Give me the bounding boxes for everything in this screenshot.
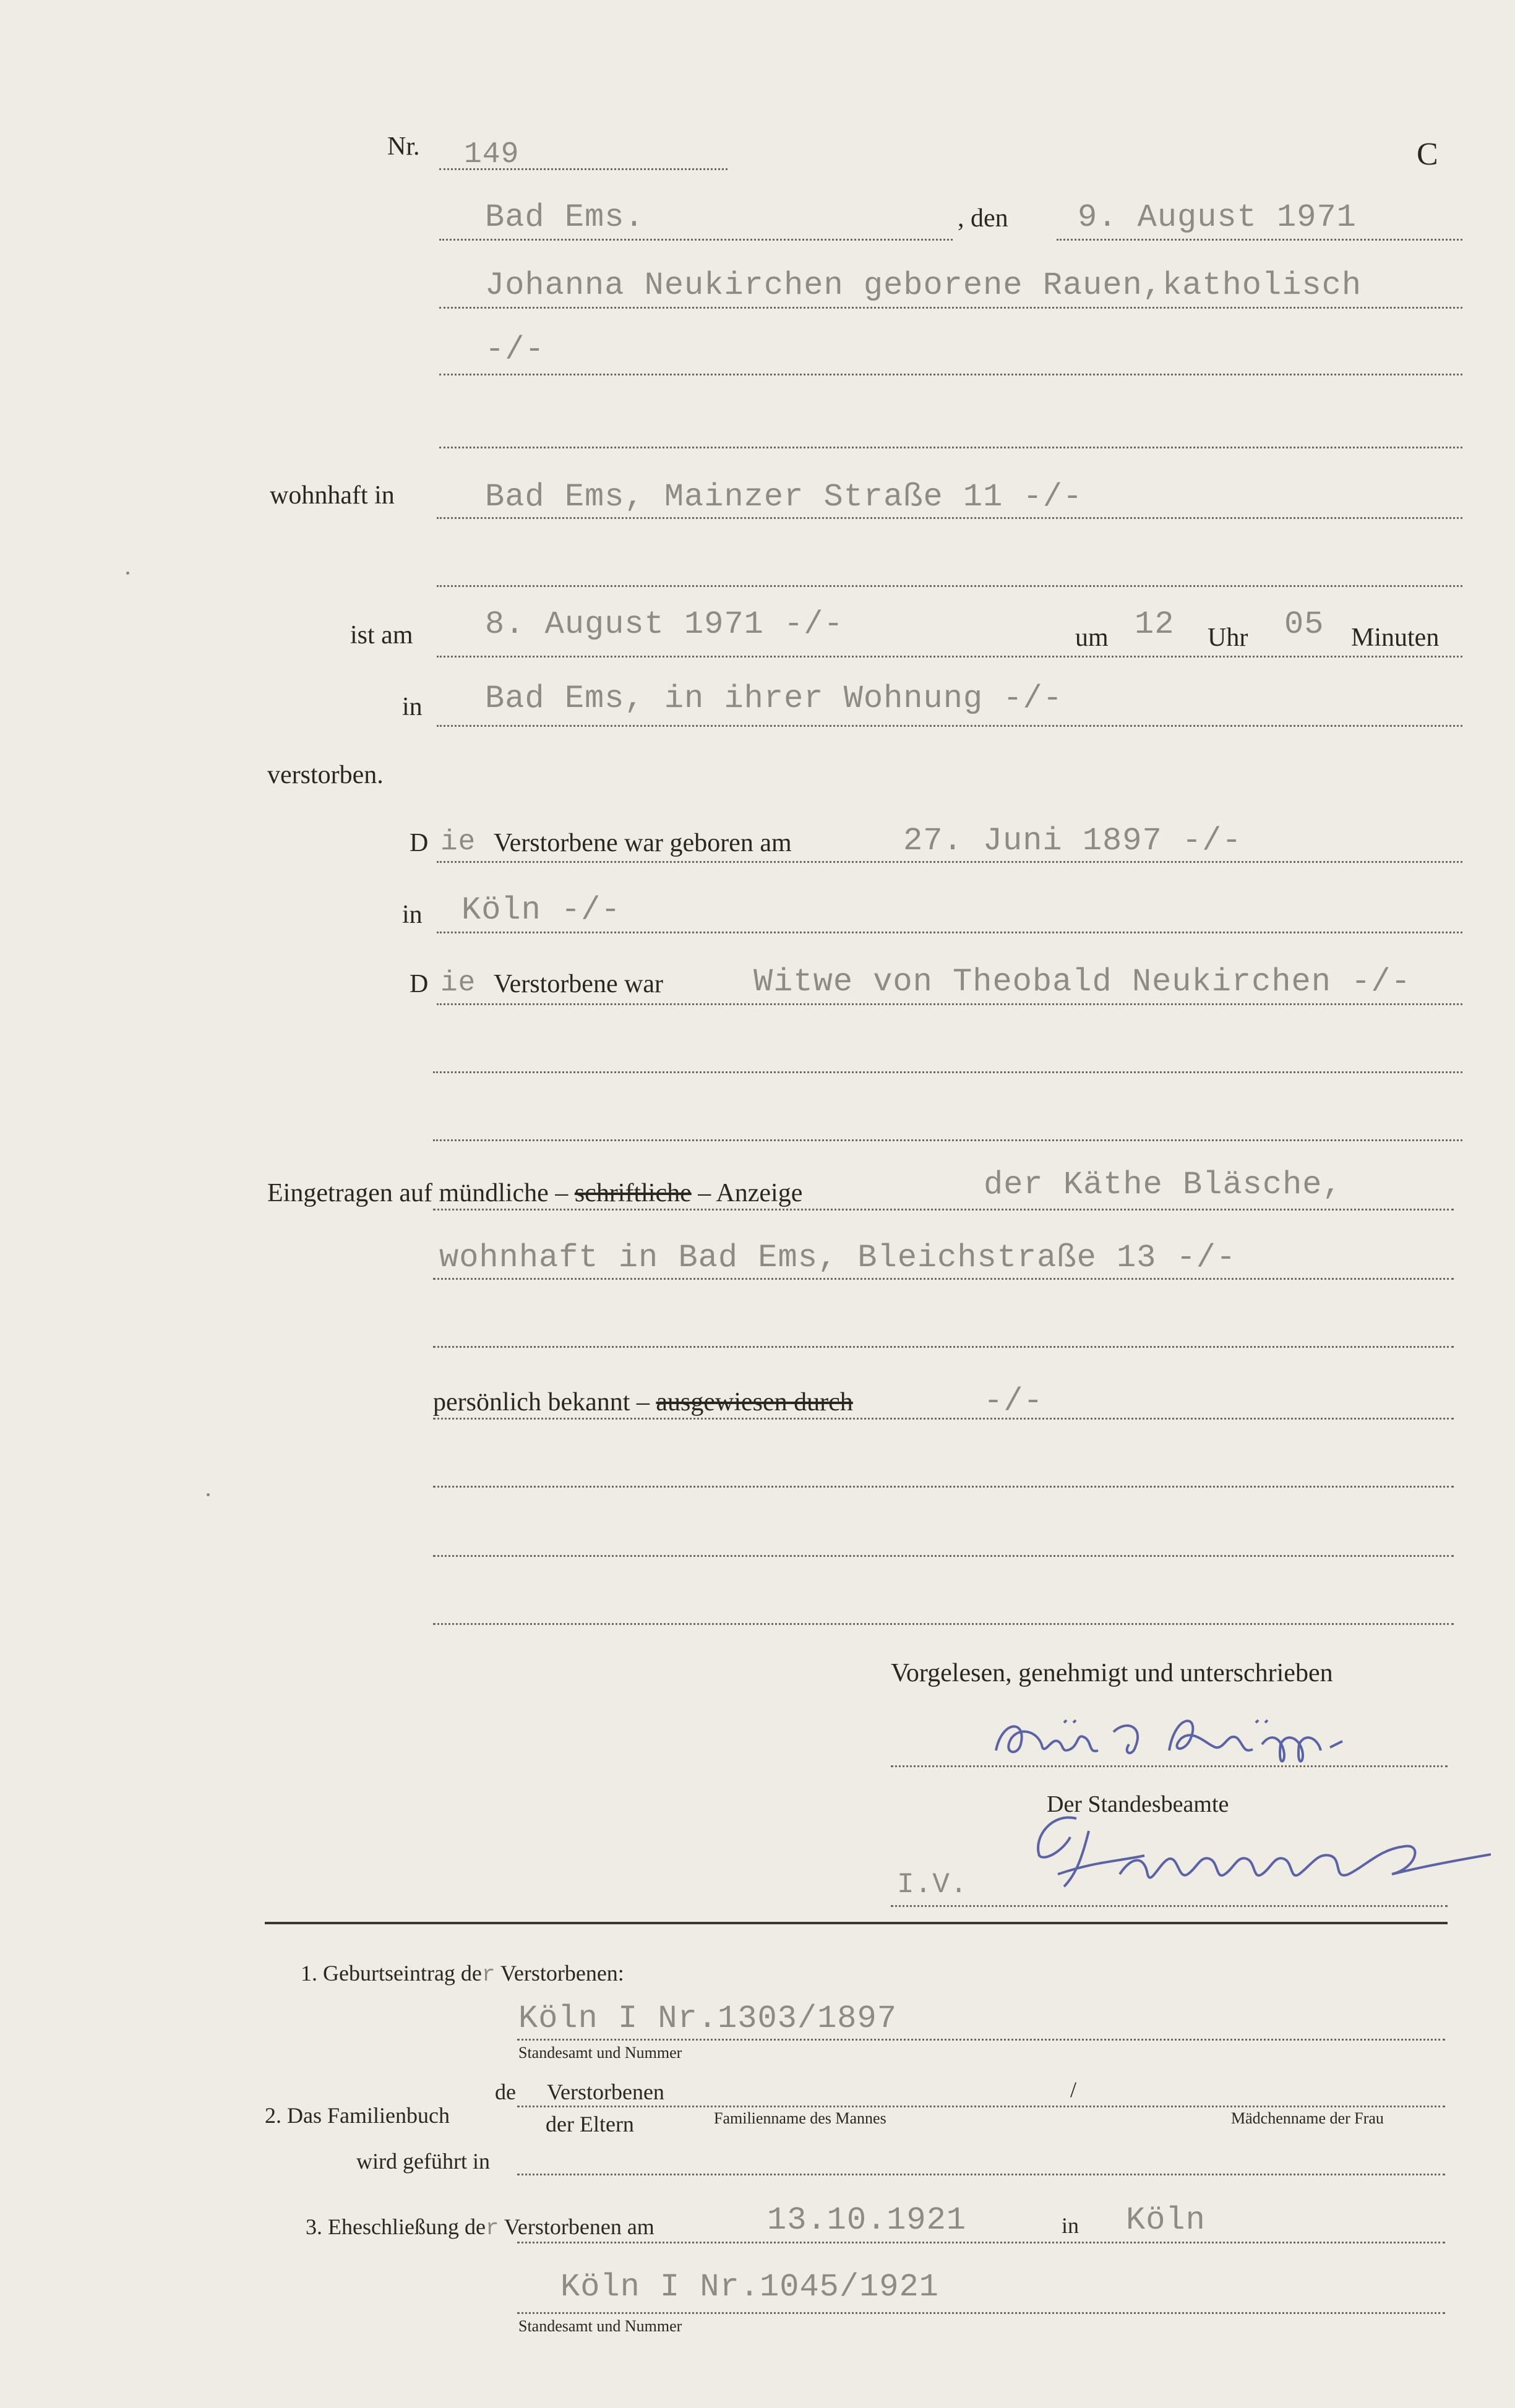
marriage-entry-caption: Standesamt und Nummer [518, 2317, 682, 2335]
verstorben-label: verstorben. [267, 761, 384, 789]
identity-line [433, 1418, 1454, 1420]
residence-label: wohnhaft in [270, 481, 395, 510]
death-place-line [437, 725, 1462, 727]
corner-letter: C [1417, 137, 1438, 172]
minuten-label: Minuten [1351, 623, 1440, 652]
death-place-label: in [402, 693, 423, 721]
identity-line-4 [433, 1623, 1454, 1625]
birth-entry-caption: Standesamt und Nummer [518, 2044, 682, 2062]
identity-line-2 [433, 1486, 1454, 1488]
paper-speck [126, 572, 129, 575]
registration-label-struck: schriftliche [574, 1179, 692, 1207]
registrar-label: Der Standesbeamte [1047, 1791, 1229, 1817]
death-date-value: 8. August 1971 -/- [485, 606, 844, 643]
family-book-caption-left: Familienname des Mannes [714, 2109, 886, 2127]
status-line-2 [433, 1071, 1462, 1073]
family-book-eltern: der Eltern [546, 2112, 634, 2136]
place-value: Bad Ems. [485, 199, 645, 236]
family-book-wird: wird geführt in [356, 2149, 490, 2174]
date-line [1057, 239, 1462, 241]
marriage-line [517, 2242, 1445, 2243]
family-book-slash: / [1070, 2077, 1077, 2102]
identity-line-3 [433, 1555, 1454, 1557]
identity-label-struck: ausgewiesen durch [656, 1388, 853, 1416]
residence-line [437, 517, 1462, 519]
name-line [439, 307, 1462, 309]
marriage-entry-line [517, 2312, 1445, 2314]
birth-place-value: Köln -/- [461, 892, 621, 928]
marriage-in: in [1062, 2213, 1079, 2238]
birth-entry-label-end: Verstorbenen: [500, 1961, 624, 1986]
iv-label: I.V. [897, 1869, 968, 1901]
birth-prefix: D [410, 829, 429, 857]
informant-signature [984, 1695, 1417, 1775]
informant-value: der Käthe Bläsche, [984, 1167, 1342, 1203]
informant-line-2 [433, 1278, 1454, 1280]
status-article: ie [440, 967, 476, 999]
identity-label-start: persönlich bekannt – [433, 1388, 650, 1416]
status-label: Verstorbene war [494, 970, 664, 998]
birth-date-line [437, 861, 1462, 863]
family-book-place-line [517, 2174, 1445, 2175]
marriage-place: Köln [1126, 2202, 1206, 2239]
status-prefix: D [410, 970, 429, 998]
identity-label [433, 1389, 853, 1415]
paper-speck [207, 1493, 210, 1496]
person-name-line2: -/- [485, 332, 545, 368]
identity-value: -/- [984, 1383, 1044, 1420]
family-book-verstorbenen: Verstorbenen [547, 2080, 664, 2104]
death-date-line [437, 656, 1462, 658]
nr-line [439, 168, 727, 170]
informant-line2-value: wohnhaft in Bad Ems, Bleichstraße 13 -/- [439, 1240, 1237, 1276]
death-hour: 12 [1135, 606, 1175, 643]
birth-entry-label-start: 1. Geburtseintrag de [301, 1961, 482, 1986]
family-book-caption-right: Mädchenname der Frau [1231, 2109, 1384, 2127]
registrar-signature [1021, 1781, 1491, 1905]
read-approved-label: Vorgelesen, genehmigt und unterschrieben [891, 1659, 1333, 1687]
family-book-label: 2. Das Familienbuch [265, 2103, 450, 2128]
date-value: 9. August 1971 [1078, 199, 1357, 236]
birth-place-label: in [402, 901, 423, 929]
place-line [439, 239, 953, 241]
den-label: , den [958, 204, 1008, 233]
birth-entry-value: Köln I Nr.1303/1897 [518, 2000, 897, 2037]
nr-value: 149 [464, 138, 520, 171]
marriage-label-start: 3. Eheschließung de [306, 2214, 486, 2239]
status-line [437, 1003, 1462, 1005]
marriage-entry-value: Köln I Nr.1045/1921 [560, 2269, 939, 2305]
registration-label [267, 1180, 802, 1206]
death-minute: 05 [1284, 606, 1324, 643]
birth-article: ie [440, 826, 476, 858]
family-book-de: de [495, 2080, 516, 2104]
name-line-3 [439, 447, 1462, 448]
death-place-value: Bad Ems, in ihrer Wohnung -/- [485, 680, 1063, 717]
section-divider [265, 1922, 1448, 1924]
informant-line [433, 1209, 1454, 1210]
registration-label-start: Eingetragen auf mündliche – [267, 1179, 569, 1207]
residence-line-2 [437, 585, 1462, 587]
marriage-label-mid: Verstorbenen am [504, 2214, 654, 2239]
um-label: um [1075, 623, 1109, 652]
birth-label: Verstorbene war geboren am [494, 829, 792, 857]
birth-date-value: 27. Juni 1897 -/- [903, 823, 1242, 859]
registration-label-end: – Anzeige [698, 1179, 803, 1207]
marriage-fill: r [485, 2216, 499, 2241]
death-date-label: ist am [350, 621, 413, 649]
name-line-2 [439, 374, 1462, 375]
marriage-date: 13.10.1921 [767, 2202, 967, 2239]
uhr-label: Uhr [1208, 623, 1248, 652]
registrar-signature-line [891, 1905, 1448, 1907]
birth-entry-label [301, 1962, 624, 1986]
family-book-line [517, 2106, 1445, 2107]
status-value: Witwe von Theobald Neukirchen -/- [753, 964, 1411, 1000]
informant-line-3 [433, 1346, 1454, 1348]
birth-place-line [437, 932, 1462, 933]
status-line-3 [433, 1139, 1462, 1141]
residence-value: Bad Ems, Mainzer Straße 11 -/- [485, 479, 1083, 515]
birth-entry-line [517, 2039, 1445, 2041]
marriage-label [306, 2216, 654, 2240]
nr-label: Nr. [387, 132, 420, 161]
birth-entry-fill: r [481, 1962, 496, 1987]
person-name: Johanna Neukirchen geborene Rauen,katholisch [485, 267, 1362, 304]
